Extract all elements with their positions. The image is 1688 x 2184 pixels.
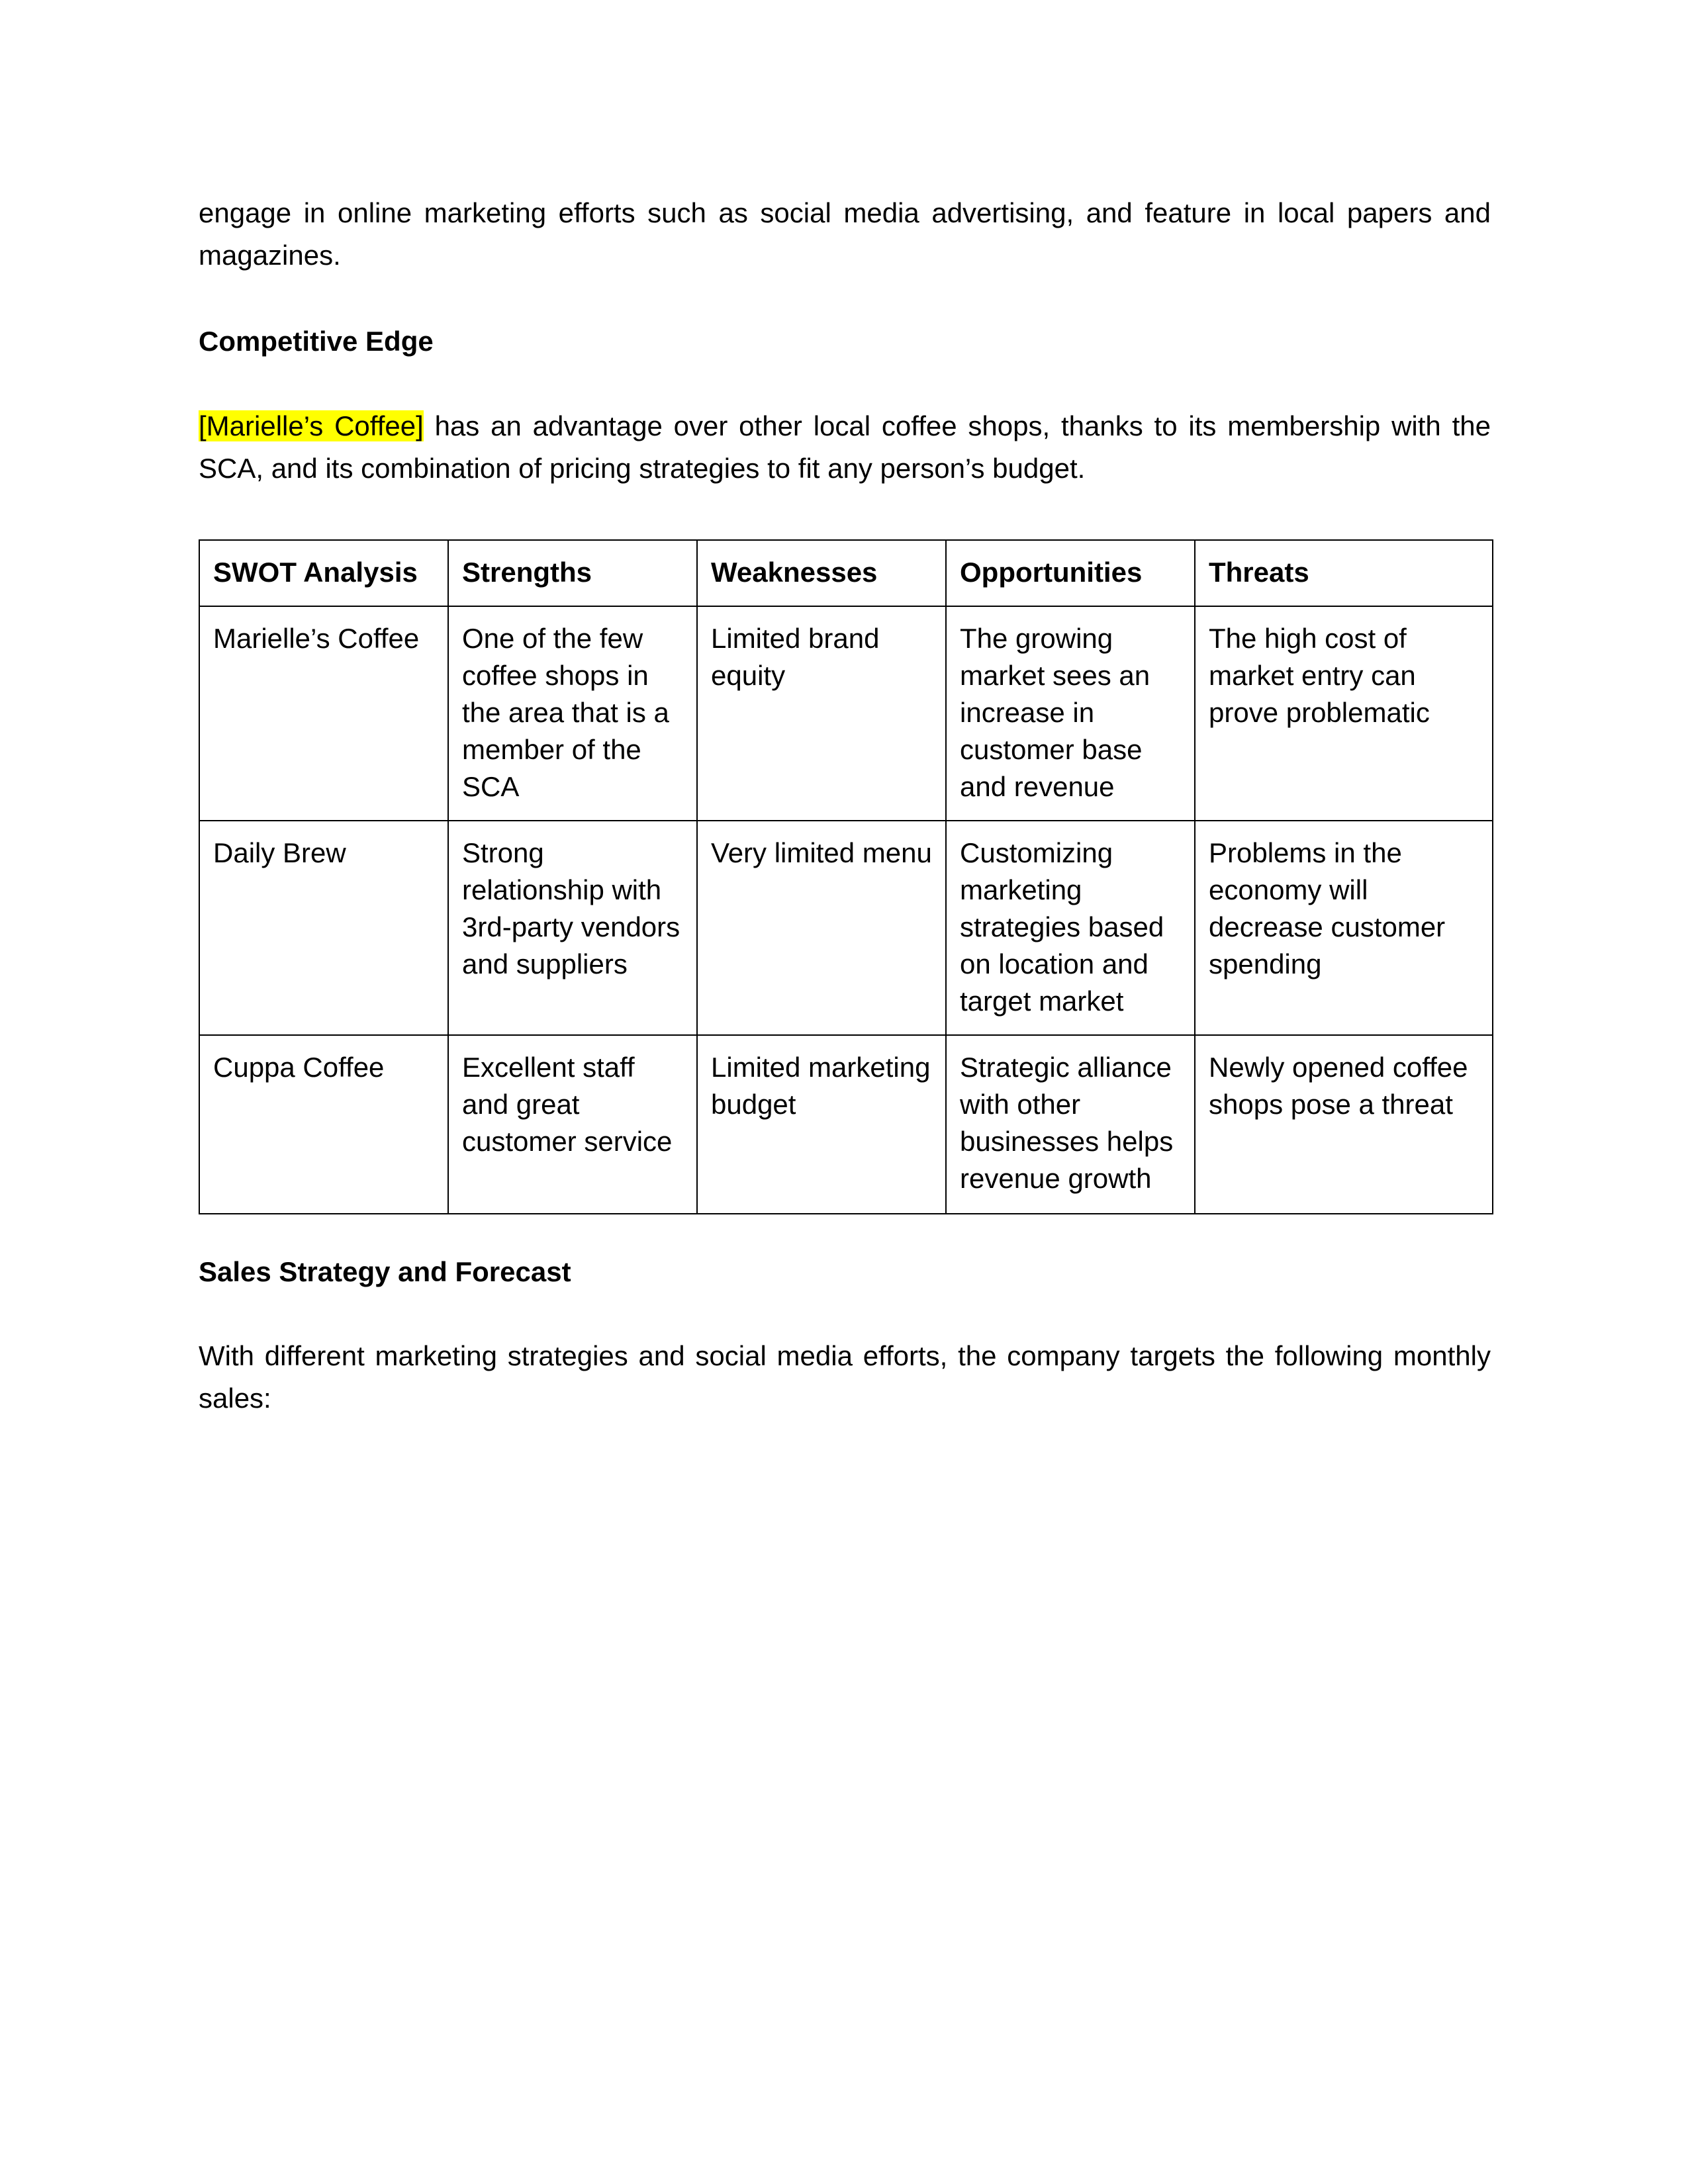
table-row [199,1035,1493,1214]
highlighted-company-name: [Marielle’s Coffee] [199,410,424,441]
weaknesses-cell: Limited brand equity [697,606,946,821]
opportunities-cell: The growing market sees an increase in customer base and revenue [946,606,1195,821]
table-row [199,606,1493,821]
intro-line-1: engage in online marketing efforts such as social media advertising, and feature in local papers and [199,197,1491,228]
competitive-edge-line-1 [199,405,1491,447]
competitive-edge-heading: Competitive Edge [199,326,434,357]
sales-strategy-line-1: With different marketing strategies and social media efforts, the company targets the following monthly [199,1340,1491,1371]
opportunities-cell: Customizing marketing strategies based on location and target market [946,821,1195,1035]
intro-paragraph [199,192,1491,277]
header-strengths: Strengths [448,540,697,606]
company-name-cell: Cuppa Coffee [199,1035,448,1214]
threats-cell: Newly opened coffee shops pose a threat [1195,1035,1493,1214]
strengths-cell: One of the few coffee shops in the area that is a member of the SCA [448,606,697,821]
header-threats: Threats [1195,540,1493,606]
competitive-edge-line-2: SCA, and its combination of pricing strategies to fit any person’s budget. [199,453,1086,484]
company-name-cell: Marielle’s Coffee [199,606,448,821]
table-row [199,821,1493,1035]
threats-cell: The high cost of market entry can prove problematic [1195,606,1493,821]
header-swot-analysis: SWOT Analysis [199,540,448,606]
company-name-cell: Daily Brew [199,821,448,1035]
weaknesses-cell: Limited marketing budget [697,1035,946,1214]
swot-table [199,539,1493,1214]
header-weaknesses: Weaknesses [697,540,946,606]
competitive-edge-paragraph [199,405,1491,490]
strengths-cell: Excellent staff and great customer service [448,1035,697,1214]
strengths-cell: Strong relationship with 3rd-party vendors and suppliers [448,821,697,1035]
sales-strategy-heading: Sales Strategy and Forecast [199,1256,571,1287]
competitive-edge-line-1-rest: has an advantage over other local coffee shops, thanks to its membership with the [423,410,1491,441]
opportunities-cell: Strategic alliance with other businesses helps revenue growth [946,1035,1195,1214]
intro-line-2: magazines. [199,240,341,271]
weaknesses-cell: Very limited menu [697,821,946,1035]
sales-strategy-line-2: sales: [199,1383,271,1414]
header-opportunities: Opportunities [946,540,1195,606]
swot-header-row [199,540,1493,606]
threats-cell: Problems in the economy will decrease customer spending [1195,821,1493,1035]
sales-strategy-paragraph [199,1335,1491,1420]
